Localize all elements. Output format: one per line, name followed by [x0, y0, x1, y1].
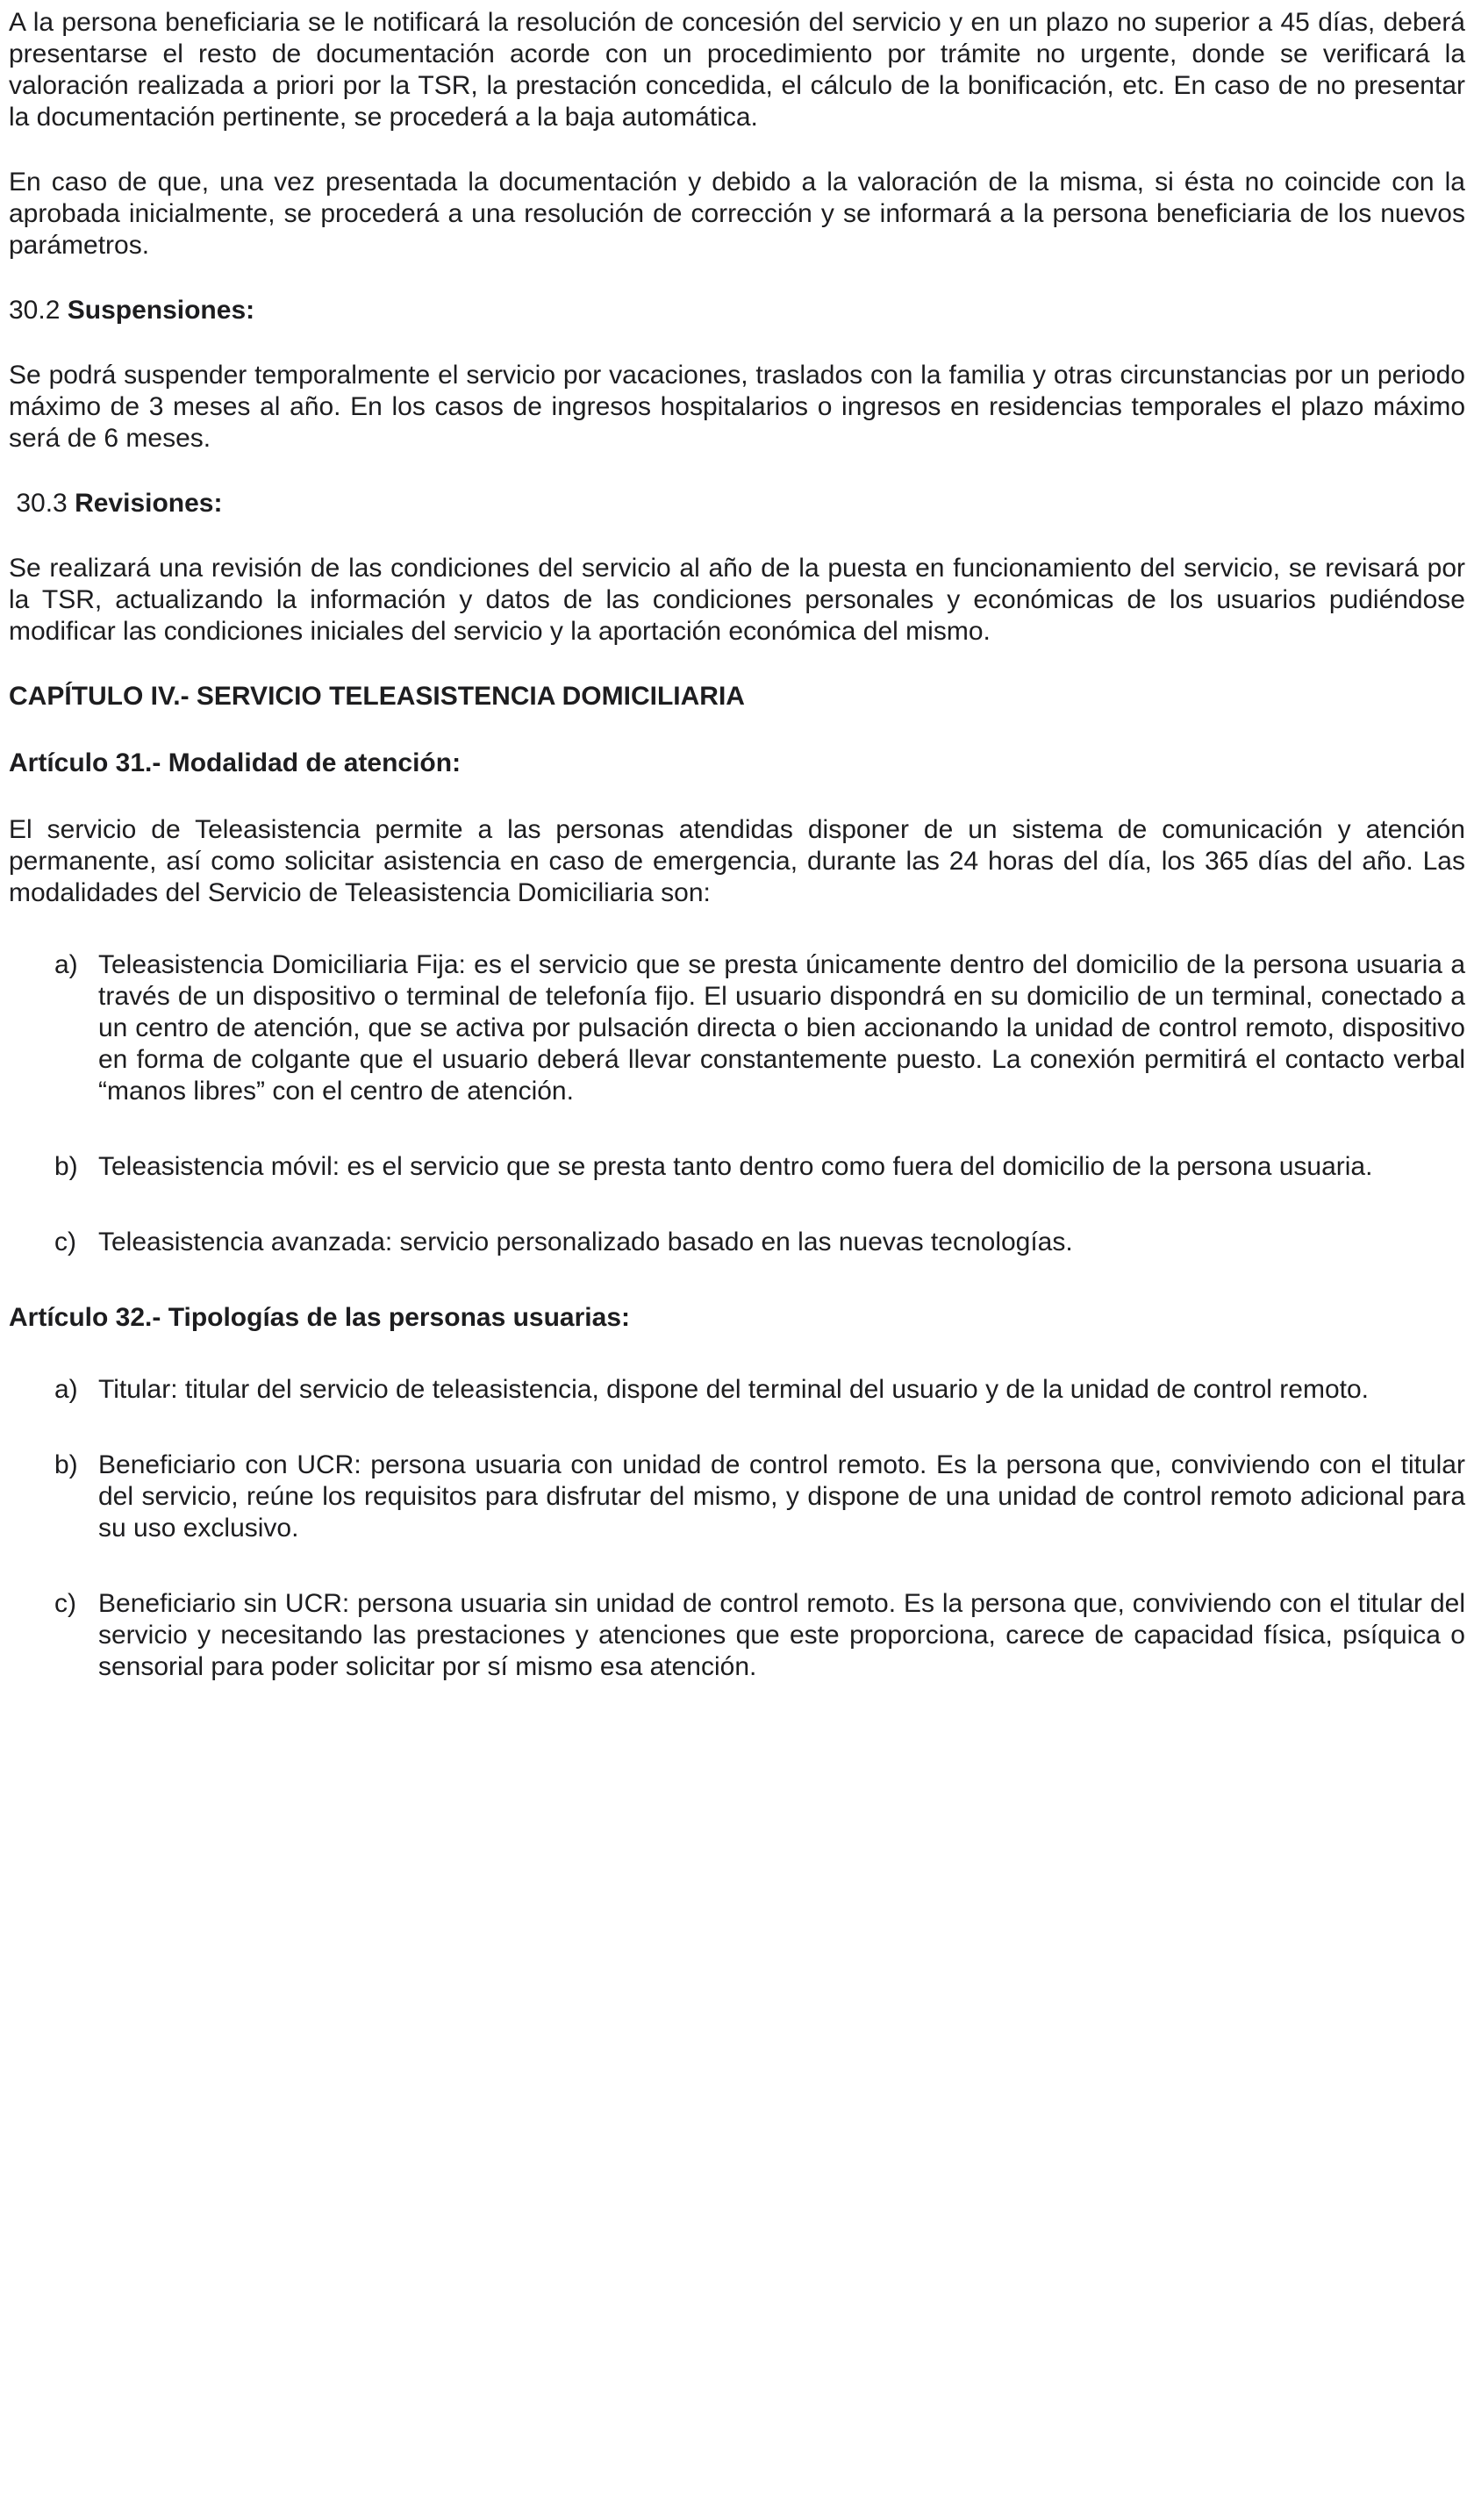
list-item-text: Titular: titular del servicio de teleasistencia, dispone del terminal del usuario y de la unidad de control remoto.: [98, 1375, 1369, 1404]
list-item-text: Teleasistencia avanzada: servicio personalizado basado en las nuevas tecnologías.: [98, 1228, 1073, 1256]
paragraph-suspension-rules: Se podrá suspender temporalmente el servicio por vacaciones, traslados con la familia y otras circunstancias por un periodo máximo de 3 meses al año. En los casos de ingresos hospitalarios o ingresos en residencias temporales el plazo máximo será de 6 meses.: [9, 361, 1465, 453]
list-item-teleasistencia-fija: [9, 949, 1465, 1107]
list-item-beneficiario-con-ucr: [9, 1450, 1465, 1544]
paragraph-correction-resolution: En caso de que, una vez presentada la documentación y debido a la valoración de la misma, si ésta no coincide con la aprobada inicialmente, se procederá a una resolución de corrección y se informará a la persona beneficiaria de los nuevos parámetros.: [9, 168, 1465, 260]
paragraph-notification-resolution: A la persona beneficiaria se le notificará la resolución de concesión del servicio y en un plazo no superior a 45 días, deberá presentarse el resto de documentación acorde con un procedimiento por trámite no urgente, donde se verificará la valoración realizada a priori por la TSR, la prestación concedida, el cálculo de la bonificación, etc. En caso de no presentar la documentación pertinente, se procederá a la baja automática.: [9, 8, 1465, 132]
article-heading-articulo-31: Artículo 31.- Modalidad de atención:: [9, 748, 462, 777]
chapter-heading-capitulo-iv: CAPÍTULO IV.- SERVICIO TELEASISTENCIA DOMICILIARIA: [9, 682, 745, 711]
list-marker: c): [54, 1589, 76, 1618]
section-number: 30.2: [9, 296, 68, 325]
section-heading-suspensiones: [9, 295, 1465, 326]
list-item-text: Beneficiario con UCR: persona usuaria con unidad de control remoto. Es la persona que, conviviendo con el titular del servicio, reúne los requisitos para disfrutar del mismo, y dispone de una unidad de control remoto adicional para su uso exclusivo.: [98, 1450, 1465, 1543]
list-item-text: Teleasistencia móvil: es el servicio que se presta tanto dentro como fuera del domicilio de la persona usuaria.: [98, 1152, 1373, 1181]
list-item-titular: [9, 1374, 1465, 1406]
section-heading-revisiones: [9, 488, 1465, 519]
list-modalidades: [9, 949, 1465, 1258]
section-title: Suspensiones:: [67, 296, 255, 325]
list-marker: b): [54, 1152, 78, 1181]
list-marker: a): [54, 1375, 78, 1404]
list-item-teleasistencia-avanzada: [9, 1227, 1465, 1258]
list-item-text: Beneficiario sin UCR: persona usuaria sin unidad de control remoto. Es la persona que, conviviendo con el titular del servicio y necesitando las prestaciones y atenciones que este proporciona, carece de capacidad física, psíquica o sensorial para poder solicitar por sí mismo esa atención.: [98, 1589, 1465, 1681]
list-marker: a): [54, 950, 78, 979]
paragraph-teleasistencia-intro: El servicio de Teleasistencia permite a las personas atendidas disponer de un sistema de comunicación y atención permanente, así como solicitar asistencia en caso de emergencia, durante las 24 horas del día, los 365 días del año. Las modalidades del Servicio de Teleasistencia Domiciliaria son:: [9, 815, 1465, 907]
article-heading-articulo-32: Artículo 32.- Tipologías de las personas usuarias:: [9, 1303, 630, 1332]
section-number: 30.3: [9, 489, 75, 518]
list-item-teleasistencia-movil: [9, 1151, 1465, 1183]
paragraph-revision-rules: Se realizará una revisión de las condiciones del servicio al año de la puesta en funcionamiento del servicio, se revisará por la TSR, actualizando la información y datos de las condiciones personales y económicas de los usuarios pudiéndose modificar las condiciones iniciales del servicio y la aportación económica del mismo.: [9, 554, 1465, 646]
list-marker: b): [54, 1450, 78, 1479]
list-tipologias: [9, 1374, 1465, 1683]
list-marker: c): [54, 1228, 76, 1256]
list-item-text: Teleasistencia Domiciliaria Fija: es el servicio que se presta únicamente dentro del domicilio de la persona usuaria a través de un dispositivo o terminal de telefonía fijo. El usuario dispondrá en su domicilio de un terminal, conectado a un centro de atención, que se activa por pulsación directa o bien accionando la unidad de control remoto, dispositivo en forma de colgante que el usuario deberá llevar constantemente puesto. La conexión permitirá el contacto verbal “manos libres” con el centro de atención.: [98, 950, 1465, 1106]
list-item-beneficiario-sin-ucr: [9, 1588, 1465, 1683]
section-title: Revisiones:: [75, 489, 223, 518]
